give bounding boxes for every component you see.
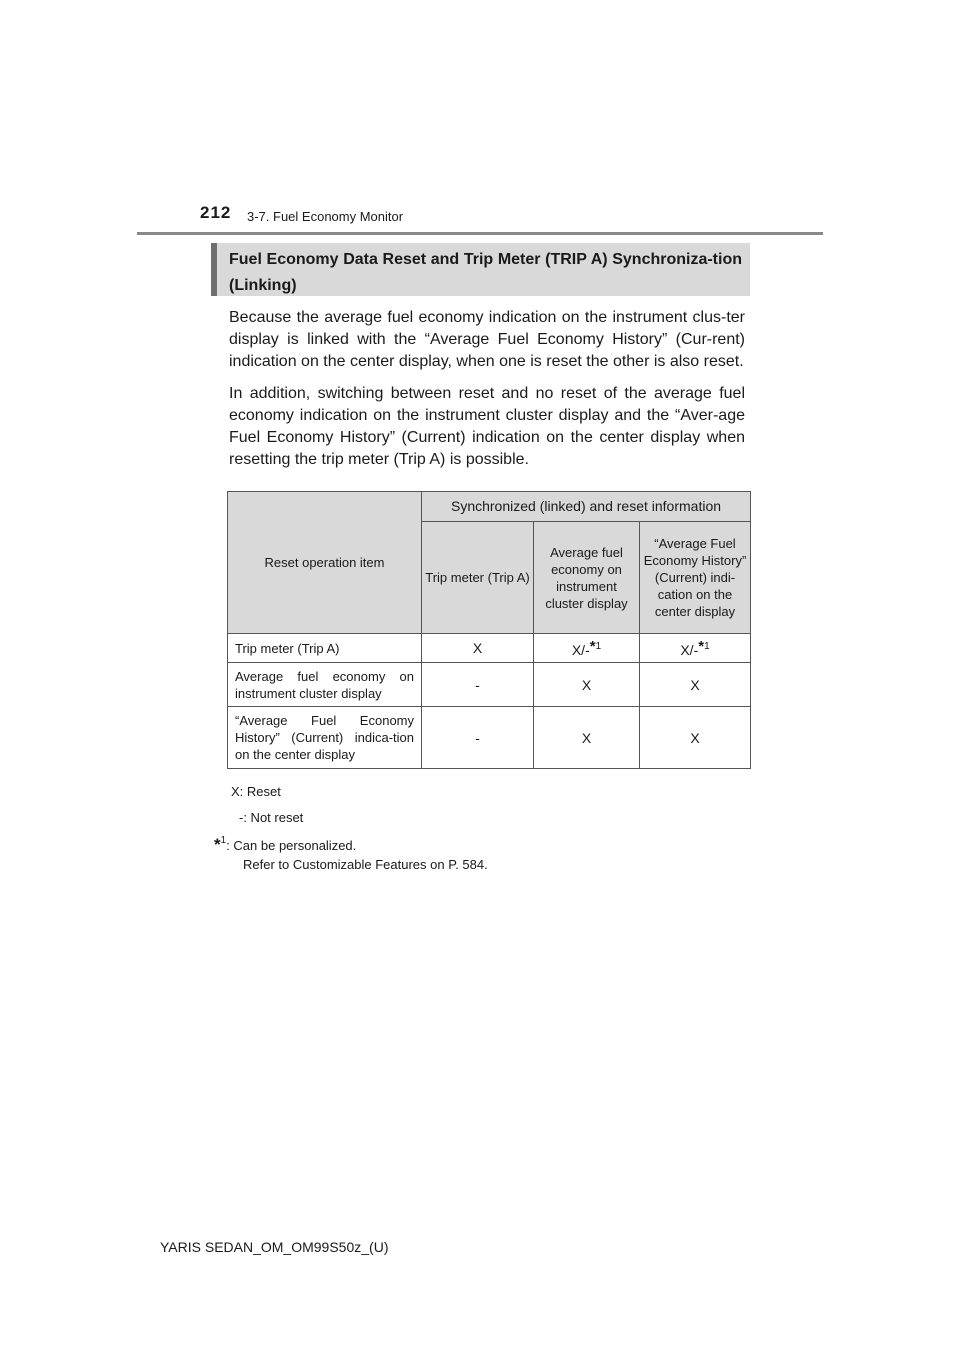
cell-value: X [422, 634, 534, 663]
cell-value [534, 634, 640, 663]
table-row [228, 663, 751, 707]
cell-value-text: X/- [680, 642, 699, 658]
row-item-avg-fuel-economy: Average fuel economy on instrument cluster display [228, 663, 422, 707]
body-text [229, 307, 745, 481]
cell-value: - [422, 707, 534, 769]
cell-value-text: X/- [571, 642, 590, 658]
paragraph-2: In addition, switching between reset and no reset of the average fuel economy indication on the instrument cluster display and the “Aver-age Fuel Economy History” (Current) indication on the center display when resetting the trip meter (Trip A) is possible. [229, 385, 745, 468]
cell-value: X [640, 707, 751, 769]
footnote-number: 1 [220, 835, 227, 846]
footnote-marker [698, 638, 710, 655]
footnote-line-1 [214, 831, 488, 855]
cell-value: X [534, 663, 640, 707]
footnote-line-2: Refer to Customizable Features on P. 584. [243, 857, 488, 872]
cell-value: X [640, 663, 751, 707]
section-heading: Fuel Economy Data Reset and Trip Meter (TRIP A) Synchroniza-tion (Linking) [229, 251, 742, 294]
header-avg-fuel-economy-cluster: Average fuel economy on instrument cluster display [534, 522, 640, 634]
section-title: 3-7. Fuel Economy Monitor [247, 209, 404, 224]
reset-sync-table [227, 491, 751, 769]
header-trip-meter: Trip meter (Trip A) [422, 522, 534, 634]
page-number: 212 [200, 203, 232, 222]
header-synchronized-info: Synchronized (linked) and reset information [422, 492, 751, 522]
footnote-marker [589, 638, 602, 655]
row-item-trip-meter: Trip meter (Trip A) [228, 634, 422, 663]
cell-value [640, 634, 751, 663]
row-item-fuel-economy-history: “Average Fuel Economy History” (Current) indica-tion on the center display [228, 707, 422, 769]
legend-not-reset: -: Not reset [239, 810, 304, 825]
paragraph-1: Because the average fuel economy indication on the instrument clus-ter display is linked with the “Average Fuel Economy History” (Cur-rent) indication on the center display, when one is reset the other is also reset. [229, 309, 745, 370]
footnote-number: 1 [704, 641, 710, 652]
header-avg-fuel-economy-history: “Average Fuel Economy History” (Current) indi-cation on the center display [640, 522, 751, 634]
page-footer: YARIS SEDAN_OM_OM99S50z_(U) [160, 1239, 389, 1255]
table-row [228, 707, 751, 769]
asterisk-glyph: * [698, 638, 705, 655]
footnote-text: : Can be personalized. [226, 838, 357, 853]
table-row [228, 634, 751, 663]
footnote-asterisk [214, 835, 226, 854]
cell-value: X [534, 707, 640, 769]
header-reset-operation-item: Reset operation item [228, 492, 422, 634]
footnote [214, 831, 488, 874]
header-divider [137, 232, 823, 235]
legend-reset: X: Reset [231, 784, 281, 799]
asterisk-glyph: * [214, 835, 221, 854]
section-heading-box [211, 243, 750, 296]
asterisk-glyph: * [589, 638, 596, 655]
cell-value: - [422, 663, 534, 707]
footnote-number: 1 [595, 641, 602, 652]
